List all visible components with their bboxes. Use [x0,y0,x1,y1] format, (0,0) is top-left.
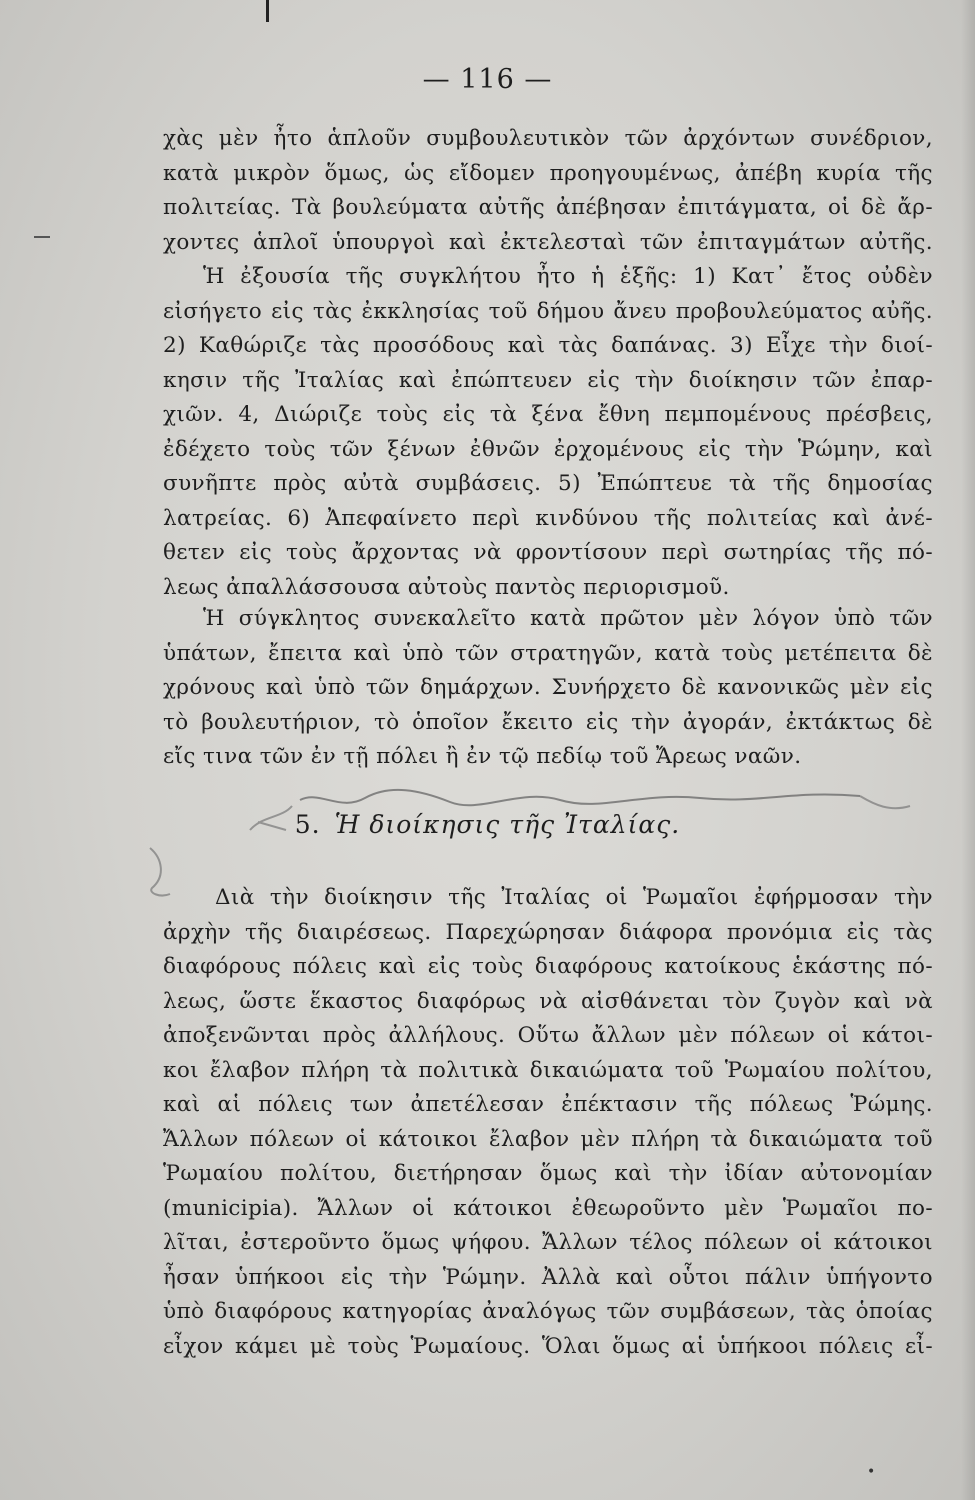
text-line: λεως, ὥστε ἕκαστος διαφόρως νὰ αἰσθάνεται τὸν ζυγὸν καὶ νὰ [163,988,933,1014]
section-title: Ἡ διοίκησις τῆς Ἰταλίας. [334,810,681,839]
text-line: Διὰ τὴν διοίκησιν τῆς Ἰταλίας οἱ Ῥωμαῖοι ἐφήρμοσαν τὴν [215,885,933,910]
text-line: ὑπάτων, ἔπειτα καὶ ὑπὸ τῶν στρατηγῶν, κατὰ τοὺς μετέπειτα δὲ [163,640,933,666]
text-line: τὸ βουλευτήριον, τὸ ὁποῖον ἔκειτο εἰς τὴν ἀγοράν, ἐκτάκτως δὲ [163,709,933,735]
text-line: 2) Καθώριζε τὰς προσόδους καὶ τὰς δαπάνας. 3) Εἶχε τὴν διοί- [163,333,933,358]
text-line: Ἡ σύγκλητος συνεκαλεῖτο κατὰ πρῶτον μὲν λόγον ὑπὸ τῶν [203,606,933,631]
text-line: χοντες ἁπλοῖ ὑπουργοὶ καὶ ἐκτελεσταὶ τῶν ἐπιταγμάτων αὐτῆς. [163,229,933,255]
binding-edge-mark [266,0,269,22]
text-line: ἀποξενῶνται πρὸς ἀλλήλους. Οὕτω ἄλλων μὲν πόλεων οἱ κάτοι- [163,1023,933,1048]
text-line: κατὰ μικρὸν ὅμως, ὡς εἴδομεν προηγουμένως, ἀπέβη κυρία τῆς [163,160,933,186]
text-line: διαφόρους πόλεις καὶ εἰς τοὺς διαφόρους κατοίκους ἑκάστης πό- [163,954,933,979]
margin-dash-mark [34,236,50,238]
text-line: κησιν τῆς Ἰταλίας καὶ ἐπώπτευεν εἰς τὴν διοίκησιν τῶν ἐπαρ- [163,367,933,393]
text-line: Ἡ ἐξουσία τῆς συγκλήτου ἦτο ἡ ἑξῆς: 1) Κατ᾽ ἔτος οὐδὲν [203,264,933,289]
text-line: συνῆπτε πρὸς αὐτὰ συμβάσεις. 5) Ἐπώπτευε τὰ τῆς δημοσίας [163,471,933,496]
text-line: Ἄλλων πόλεων οἱ κάτοικοι ἔλαβον μὲν πλήρη τὰ δικαιώματα τοῦ [163,1126,933,1152]
text-line: λῖται, ἐστεροῦντο ὅμως ψήφου. Ἄλλων τέλος πόλεων οἱ κάτοικοι [163,1230,933,1255]
text-line: εἶχον κάμει μὲ τοὺς Ῥωμαίους. Ὅλαι ὅμως αἱ ὑπήκοοι πόλεις εἶ- [163,1333,933,1359]
text-line: εἰσήγετο εἰς τὰς ἐκκλησίας τοῦ δήμου ἄνευ προβουλεύματος αὐῆς. [163,298,933,324]
text-line: χιῶν. 4, Διώριζε τοὺς εἰς τὰ ξένα ἔθνη πεμπομένους πρέσβεις, [163,402,933,427]
text-line: θετεν εἰς τοὺς ἄρχοντας νὰ φροντίσουν περὶ σωτηρίας τῆς πό- [163,540,933,565]
text-line: λεως ἀπαλλάσσουσα αὐτοὺς παντὸς περιορισμοῦ. [163,574,730,600]
section-heading [0,810,975,839]
paragraph-senate-powers [163,122,933,605]
text-line: ἦσαν ὑπήκοοι εἰς τὴν Ῥώμην. Ἀλλὰ καὶ οὗτοι πάλιν ὑπήγοντο [163,1264,933,1290]
text-line: ἀρχὴν τῆς διαιρέσεως. Παρεχώρησαν διάφορα προνόμια εἰς τὰς [163,919,933,945]
ink-dot: • [867,1464,876,1480]
text-line: χρόνους καὶ ὑπὸ τῶν δημάρχων. Συνήρχετο δὲ κανονικῶς μὲν εἰς [163,675,933,700]
text-line: Ῥωμαίου πολίτου, διετήρησαν ὅμως καὶ τὴν ἰδίαν αὐτονομίαν [163,1161,933,1186]
text-line: καὶ αἱ πόλεις των ἀπετέλεσαν ἐπέκτασιν τῆς πόλεως Ῥώμης. [163,1092,933,1117]
text-line: ὑπὸ διαφόρους κατηγορίας ἀναλόγως τῶν συμβάσεων, τὰς ὁποίας [163,1299,933,1324]
section-number: 5. [294,810,321,839]
paragraph-senate-convening [163,602,933,775]
text-line: λατρείας. 6) Ἀπεφαίνετο περὶ κινδύνου τῆς πολιτείας καὶ ἀνέ- [163,505,933,531]
page-edge-shadow [961,0,975,1500]
text-line: ἐδέχετο τοὺς τῶν ξένων ἐθνῶν ἐρχομένους εἰς τὴν Ῥώμην, καὶ [163,436,933,462]
text-line: εἴς τινα τῶν ἐν τῇ πόλει ἢ ἐν τῷ πεδίῳ τοῦ Ἄρεως ναῶν. [163,744,802,769]
page-number: — 116 — [422,64,553,95]
text-line: χὰς μὲν ἦτο ἁπλοῦν συμβουλευτικὸν τῶν ἀρχόντων συνέδριον, [163,126,933,151]
text-line: πολιτείας. Τὰ βουλεύματα αὐτῆς ἀπέβησαν ἐπιτάγματα, οἱ δὲ ἄρ- [163,195,933,220]
paragraph-italy-administration [163,881,933,1364]
text-line: κοι ἔλαβον πλήρη τὰ πολιτικὰ δικαιώματα τοῦ Ῥωμαίου πολίτου, [163,1057,933,1083]
text-line: (municipia). Ἄλλων οἱ κάτοικοι ἐθεωροῦντο μὲν Ῥωμαῖοι πο- [163,1195,933,1221]
